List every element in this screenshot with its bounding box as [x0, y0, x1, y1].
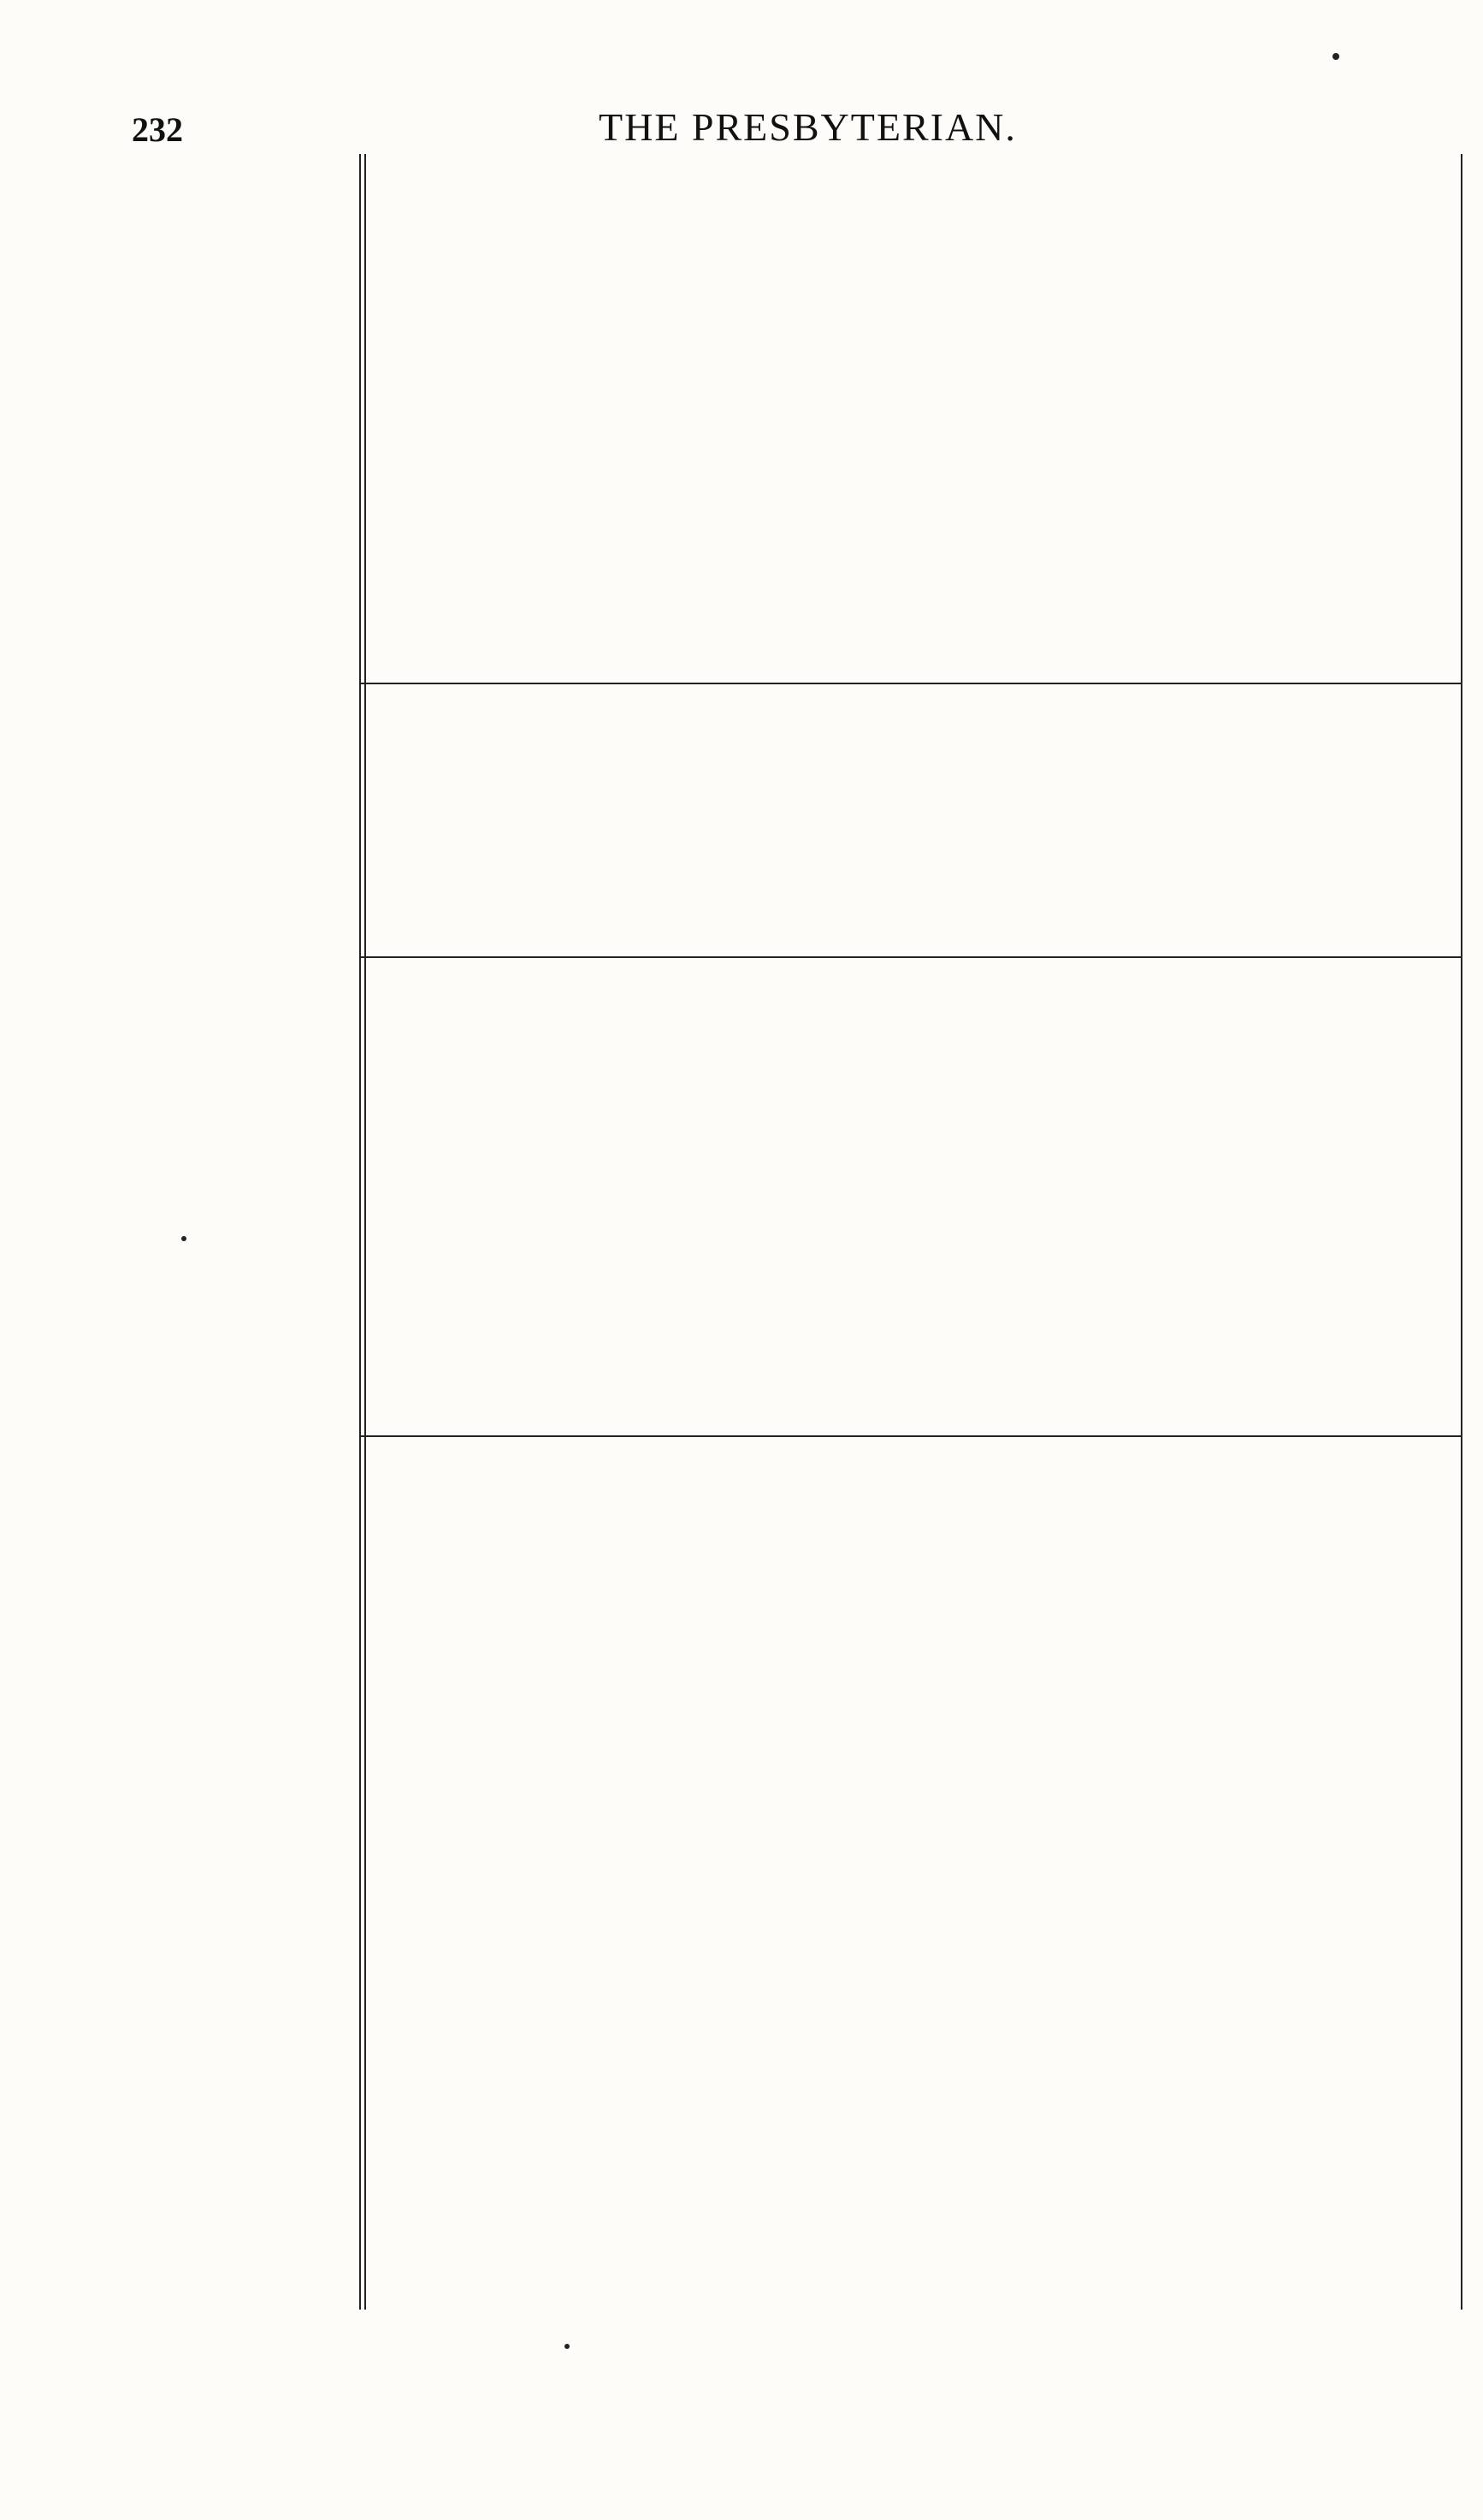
ink-speck	[181, 1236, 186, 1241]
header-divider	[359, 683, 1462, 684]
left-divider	[359, 956, 1462, 958]
frame-rule-left-double	[364, 154, 366, 2310]
running-head: THE PRESBYTERIAN.	[599, 105, 1017, 149]
ink-speck	[564, 2344, 570, 2349]
page-number: 232	[132, 110, 183, 149]
ink-speck	[1332, 53, 1339, 60]
rotated-statistics-table	[359, 154, 1462, 2310]
frame-rule-left	[359, 154, 361, 2310]
frame-rule-right	[1461, 154, 1462, 2310]
minister-divider	[359, 1435, 1462, 1437]
